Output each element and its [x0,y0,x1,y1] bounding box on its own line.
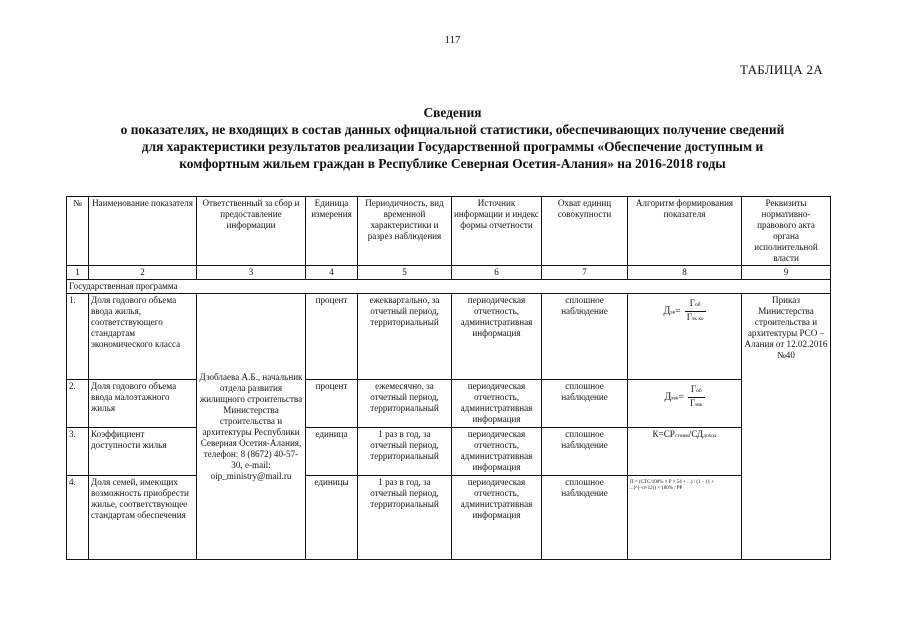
unit: процент [306,380,358,428]
formula-fraction [685,298,706,325]
periodicity: 1 раз в год, за отчетный период, территориальный [358,428,452,476]
header-cell: Реквизиты нормативно-правового акта органа исполнительной власти [742,197,831,266]
source: периодическая отчетность, административная информация [452,476,542,560]
indicator-name: Доля годового объема ввода малоэтажного жилья [89,380,197,428]
header-cell: Ответственный за сбор и предоставление информации [197,197,306,266]
section-row [67,280,831,294]
periodicity: ежеквартально, за отчетный период, территориальный [358,294,452,380]
formula-denominator: Г [690,398,696,408]
formula: Дмж= $\frac{\text{Гоб}}{\text{Гмж}}$ [628,380,742,428]
section-label: Государственная программа [67,280,831,294]
formula-numerator: Г [690,384,697,394]
formula: П = (СТС/100% × Р × 54 + ...) / (1 − (1 + ...)^(−n×12)) × 100% / РР [628,476,742,560]
title-line-2: о показателях, не входящих в состав данных официальной статистики, обеспечивающих получение сведений [120,122,785,137]
periodicity: 1 раз в год, за отчетный период, территориальный [358,476,452,560]
column-number: 4 [306,266,358,280]
coverage: сплошное наблюдение [542,380,628,428]
indicators-table [66,196,831,560]
responsible-person: Дзоблаева А.Б., начальник отдела развития жилищного строительства Министерства строительства и архитектуры Республики Северная Осетия-Алания, телефон: 8 (8672) 40-57-30, e-mail: oip_ministry@mail.ru [197,294,306,560]
formula-sub: стоим [674,433,689,439]
indicator-name: Коэффициент доступности жилья [89,428,197,476]
formula-part: /СД [688,429,704,439]
formula-part: К=СР [652,429,675,439]
column-number-row [67,266,831,280]
table-row [67,294,831,380]
unit: единицы [306,476,358,560]
row-number: 2. [67,380,89,428]
page-number: 117 [444,34,461,46]
header-cell: Наименование показателя [89,197,197,266]
source: периодическая отчетность, административная информация [452,380,542,428]
formula-lhs-sub: мж [671,395,679,402]
periodicity: ежемесячно, за отчетный период, территориальный [358,380,452,428]
formula: Дэк= $\frac{\text{Гоб}}{\text{Гэк ко}}$ [628,294,742,380]
header-cell: № [67,197,89,266]
row-number: 4. [67,476,89,560]
indicator-name: Доля семей, имеющих возможность приобрести жилье, соответствующее стандартам обеспечения [89,476,197,560]
row-number: 1. [67,294,89,380]
table-row [67,428,831,476]
document-title [40,104,865,172]
formula-numerator: Г [689,298,695,308]
formula-lhs-sub: эк [670,309,676,316]
column-number: 7 [542,266,628,280]
header-cell: Единица измерения [306,197,358,266]
coverage: сплошное наблюдение [542,476,628,560]
table-tag: ТАБЛИЦА 2А [740,62,823,77]
table-row [67,380,831,428]
source: периодическая отчетность, административная информация [452,294,542,380]
unit: единица [306,428,358,476]
title-line-3: для характеристики результатов реализации Государственной программы «Обеспечение доступным и [141,139,764,154]
header-cell: Алгоритм формирования показателя [628,197,742,266]
column-number: 6 [452,266,542,280]
column-number: 1 [67,266,89,280]
formula-numerator-sub: об [696,388,702,394]
formula-denominator-sub: эк ко [691,316,704,322]
formula-denominator-sub: мж [695,402,703,408]
formula-denominator: Г [686,312,692,322]
column-number: 3 [197,266,306,280]
title-line-4: комфортным жильем граждан в Республике Северная Осетия-Алания» на 2016-2018 годы [179,156,726,171]
header-cell: Охват единиц совокупности [542,197,628,266]
column-number: 8 [628,266,742,280]
column-number: 2 [89,266,197,280]
formula [628,428,742,476]
coverage: сплошное наблюдение [542,294,628,380]
header-cell: Источник информации и индекс формы отчетности [452,197,542,266]
unit: процент [306,294,358,380]
title-line-1: Сведения [423,105,482,120]
legal-act: Приказ Министерства строительства и архитектуры РСО – Алания от 12.02.2016 №40 [742,294,831,560]
row-number: 3. [67,428,89,476]
header-cell: Периодичность, вид временной характеристики и разрез наблюдения [358,197,452,266]
formula-lhs: Д [663,305,671,317]
formula-lhs: Д [664,391,672,403]
header-row [67,197,831,266]
formula-numerator-sub: об [694,302,701,308]
formula-fraction [688,384,704,411]
coverage: сплошное наблюдение [542,428,628,476]
column-number: 9 [742,266,831,280]
column-number: 5 [358,266,452,280]
formula-sub: доход [703,433,717,439]
source: периодическая отчетность, административная информация [452,428,542,476]
table-row [67,476,831,560]
indicator-name: Доля годового объема ввода жилья, соответствующего стандартам экономического класса [89,294,197,380]
